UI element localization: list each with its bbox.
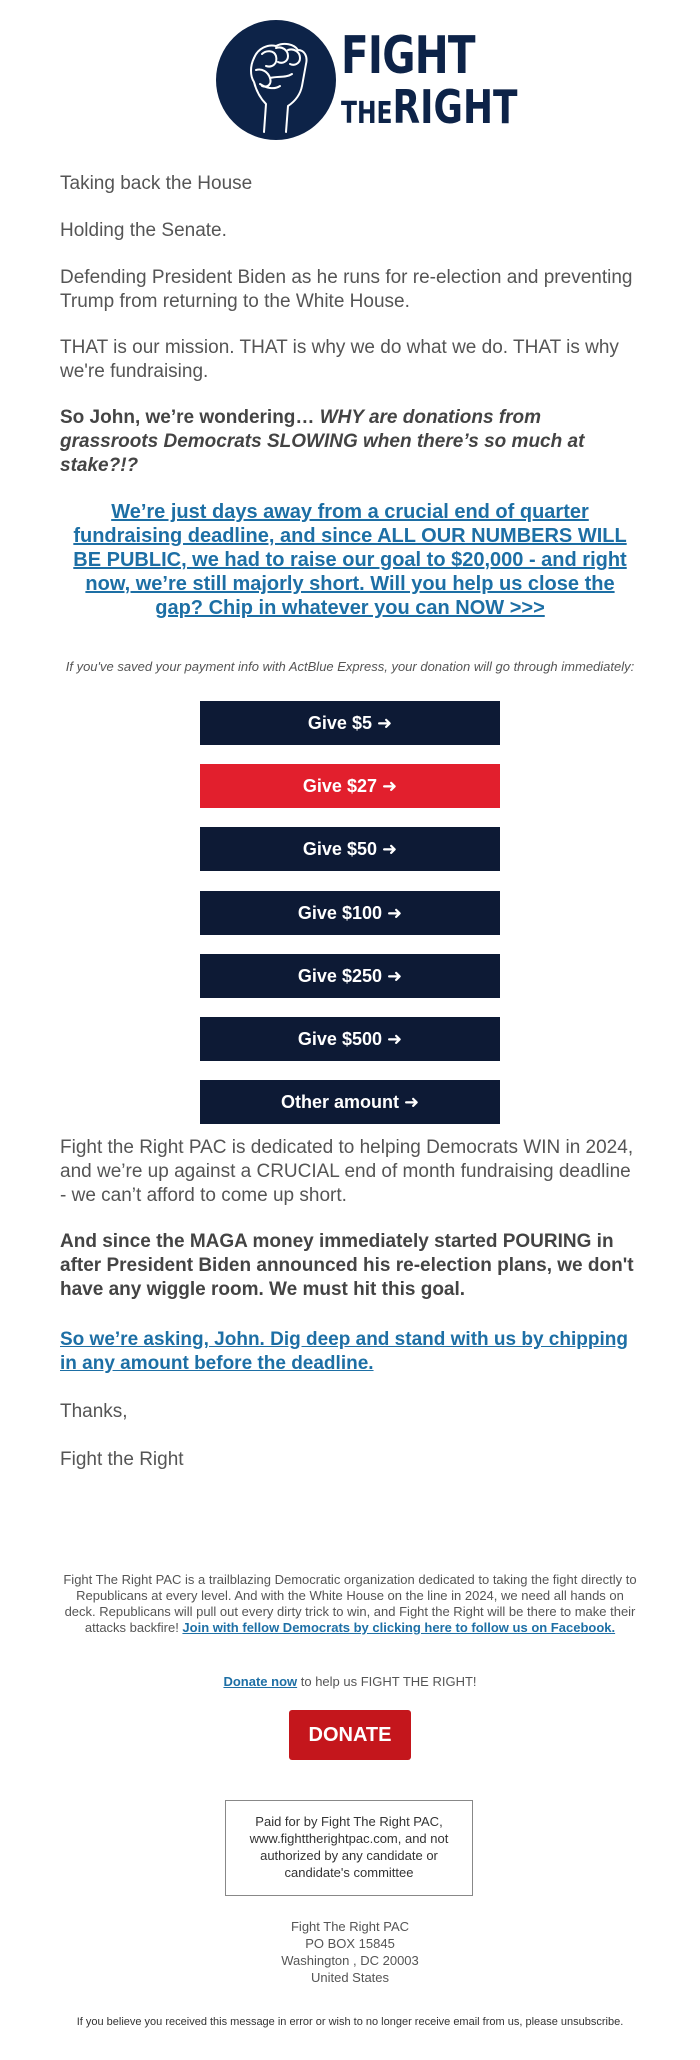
give-50-button[interactable]: Give $50 ➜ (200, 827, 500, 871)
give-27-button[interactable]: Give $27 ➜ (200, 764, 500, 808)
paragraph-7: And since the MAGA money immediately started POURING in after President Biden announced his re-election plans, we don't have any wiggle room. We must hit this goal. (60, 1231, 634, 1300)
paragraph-6: Fight the Right PAC is dedicated to helping Democrats WIN in 2024, and we’re up against a CRUCIAL end of month fundraising deadline - we can’t afford to come up short. (60, 1137, 634, 1206)
address-line: PO BOX 15845 (305, 1936, 395, 1951)
address-line: Fight The Right PAC (290, 1919, 409, 1934)
footer-about (60, 1572, 640, 1636)
logo-right: RIGHT (392, 80, 518, 134)
mailing-address (200, 1918, 500, 1986)
deadline-cta-link[interactable]: We’re just days away from a crucial end of quarter fundraising deadline, and since ALL OUR NUMBERS WILL BE PUBLIC, we had to raise our goal to $20,000 - and right now, we’re still majorly short. Will you help us close the gap? Chip in whatever you can NOW >>> (73, 501, 627, 619)
give-250-button[interactable]: Give $250 ➜ (200, 954, 500, 998)
logo-wordmark (341, 26, 518, 134)
logo-the: THE (341, 96, 393, 131)
donate-now-text: to help us FIGHT THE RIGHT! (297, 1674, 477, 1689)
give-5-button[interactable]: Give $5 ➜ (200, 701, 500, 745)
paragraph-5 (60, 406, 640, 478)
donate-button[interactable]: DONATE (289, 1710, 411, 1760)
paragraph-thanks: Thanks, (60, 1401, 128, 1422)
give-100-button[interactable]: Give $100 ➜ (200, 891, 500, 935)
paragraph-5-lead: So John, we’re wondering… (60, 407, 320, 428)
give-500-button[interactable]: Give $500 ➜ (200, 1017, 500, 1061)
logo-line-2 (341, 80, 518, 134)
paragraph-2: Holding the Senate. (60, 220, 227, 241)
paragraph-5-question: WHY are donations from grassroots Democrats SLOWING when there’s so much at stake?!? (60, 407, 585, 476)
donate-now-link[interactable]: Donate now (223, 1674, 298, 1689)
give-other-amount-button[interactable]: Other amount ➜ (200, 1080, 500, 1124)
signature: Fight the Right (60, 1449, 184, 1470)
footer-about-text: Fight The Right PAC is a trailblazing Democratic organization dedicated to taking the fight directly to Republicans at every level. And with the White House on the line in 2024, we need all hands on deck. Republicans will pull out every dirty trick to win, and Fight the Right will be there to make their attacks backfire! (63, 1572, 637, 1635)
paragraph-1: Taking back the House (60, 173, 253, 194)
fight-the-right-logo[interactable] (216, 20, 518, 142)
facebook-link[interactable]: Join with fellow Democrats by clicking here to follow us on Facebook. (182, 1620, 616, 1635)
paragraph-4: THAT is our mission. THAT is why we do what we do. THAT is why we're fundraising. (60, 337, 619, 382)
donate-now-line (60, 1674, 640, 1690)
unsubscribe-notice[interactable]: If you believe you received this message in error or wish to no longer receive email from us, please unsubscribe. (76, 2016, 624, 2028)
address-line: United States (310, 1970, 390, 1985)
actblue-express-note: If you've saved your payment info with ActBlue Express, your donation will go through immediately: (65, 659, 635, 674)
logo-line-1: FIGHT (341, 26, 475, 86)
raised-fist-icon (216, 20, 336, 140)
paragraph-3: Defending President Biden as he runs for re-election and preventing Trump from returning to the White House. (60, 267, 633, 312)
paid-for-disclaimer: Paid for by Fight The Right PAC, www.fighttherightpac.com, and not authorized by any candidate or candidate's committee (225, 1800, 473, 1896)
chip-in-link[interactable]: So we’re asking, John. Dig deep and stand with us by chipping in any amount before the deadline. (60, 1329, 628, 1374)
address-line: Washington , DC 20003 (281, 1953, 419, 1968)
